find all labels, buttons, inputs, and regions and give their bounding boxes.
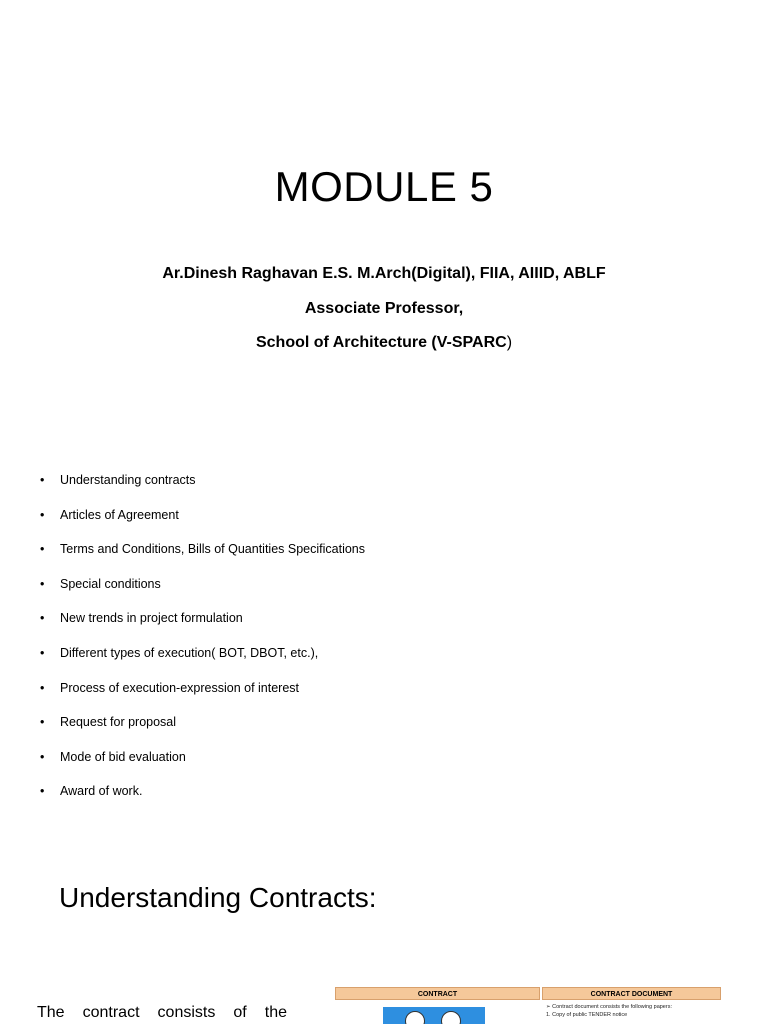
list-item [40,678,365,713]
contract-figure [335,987,721,1024]
list-item-text: Articles of Agreement [60,507,179,522]
list-item [40,470,365,505]
figure-right-panel [542,987,721,1024]
figure-line: 1. Copy of public TENDER notice [546,1012,628,1018]
bullet-icon: • [40,507,45,522]
list-item [40,505,365,540]
figure-right-header: CONTRACT DOCUMENT [542,987,721,1000]
author-school-close: ) [506,334,513,351]
bullet-icon: • [40,784,45,799]
list-item [40,781,365,816]
figure-left-panel [335,987,540,1024]
author-school [0,332,768,367]
bullet-icon: • [40,611,45,626]
author-block [0,263,768,367]
list-item [40,712,365,747]
cartoon-face-icon [405,1011,425,1024]
figure-right-text [542,1000,721,1019]
list-item-text: Terms and Conditions, Bills of Quantities Specifications [60,542,366,557]
list-item-text: Request for proposal [60,715,177,730]
list-item-text: New trends in project formulation [60,611,243,626]
bullet-icon: • [40,542,45,557]
author-school-name: School of Architecture (V-SPARC [255,334,507,351]
author-role: Associate Professor, [304,299,464,317]
body-paragraph: The contract consists of the [37,1004,287,1021]
list-item [40,608,365,643]
section-heading: Understanding Contracts: [59,882,377,913]
list-item-text: Special conditions [60,576,161,591]
bullet-icon: • [40,749,45,764]
cartoon-face-icon [441,1011,461,1024]
list-item [40,643,365,678]
list-item [40,539,365,574]
list-item [40,574,365,609]
list-item-text: Understanding contracts [60,473,196,487]
list-item-text: Process of execution-expression of interest [60,680,300,695]
bullet-icon: • [40,576,45,591]
list-item-text: Award of work. [60,784,143,799]
list-item-text: Mode of bid evaluation [60,749,186,764]
bullet-icon: • [40,680,45,695]
author-name: Ar.Dinesh Raghavan E.S. M.Arch(Digital), FIIA, AIIID, ABLF [162,265,606,282]
bullet-icon: • [40,473,45,487]
list-item-text: Different types of execution( BOT, DBOT, etc.), [60,645,319,660]
topic-list [40,470,365,816]
list-item [40,747,365,782]
contract-illustration-icon [383,1007,485,1024]
figure-left-header: CONTRACT [335,987,540,1000]
bullet-icon: • [40,715,45,730]
bullet-icon: • [40,645,45,660]
page-title: MODULE 5 [274,163,494,210]
figure-line: ➢ Contract document consists the following papers: [546,1004,672,1010]
